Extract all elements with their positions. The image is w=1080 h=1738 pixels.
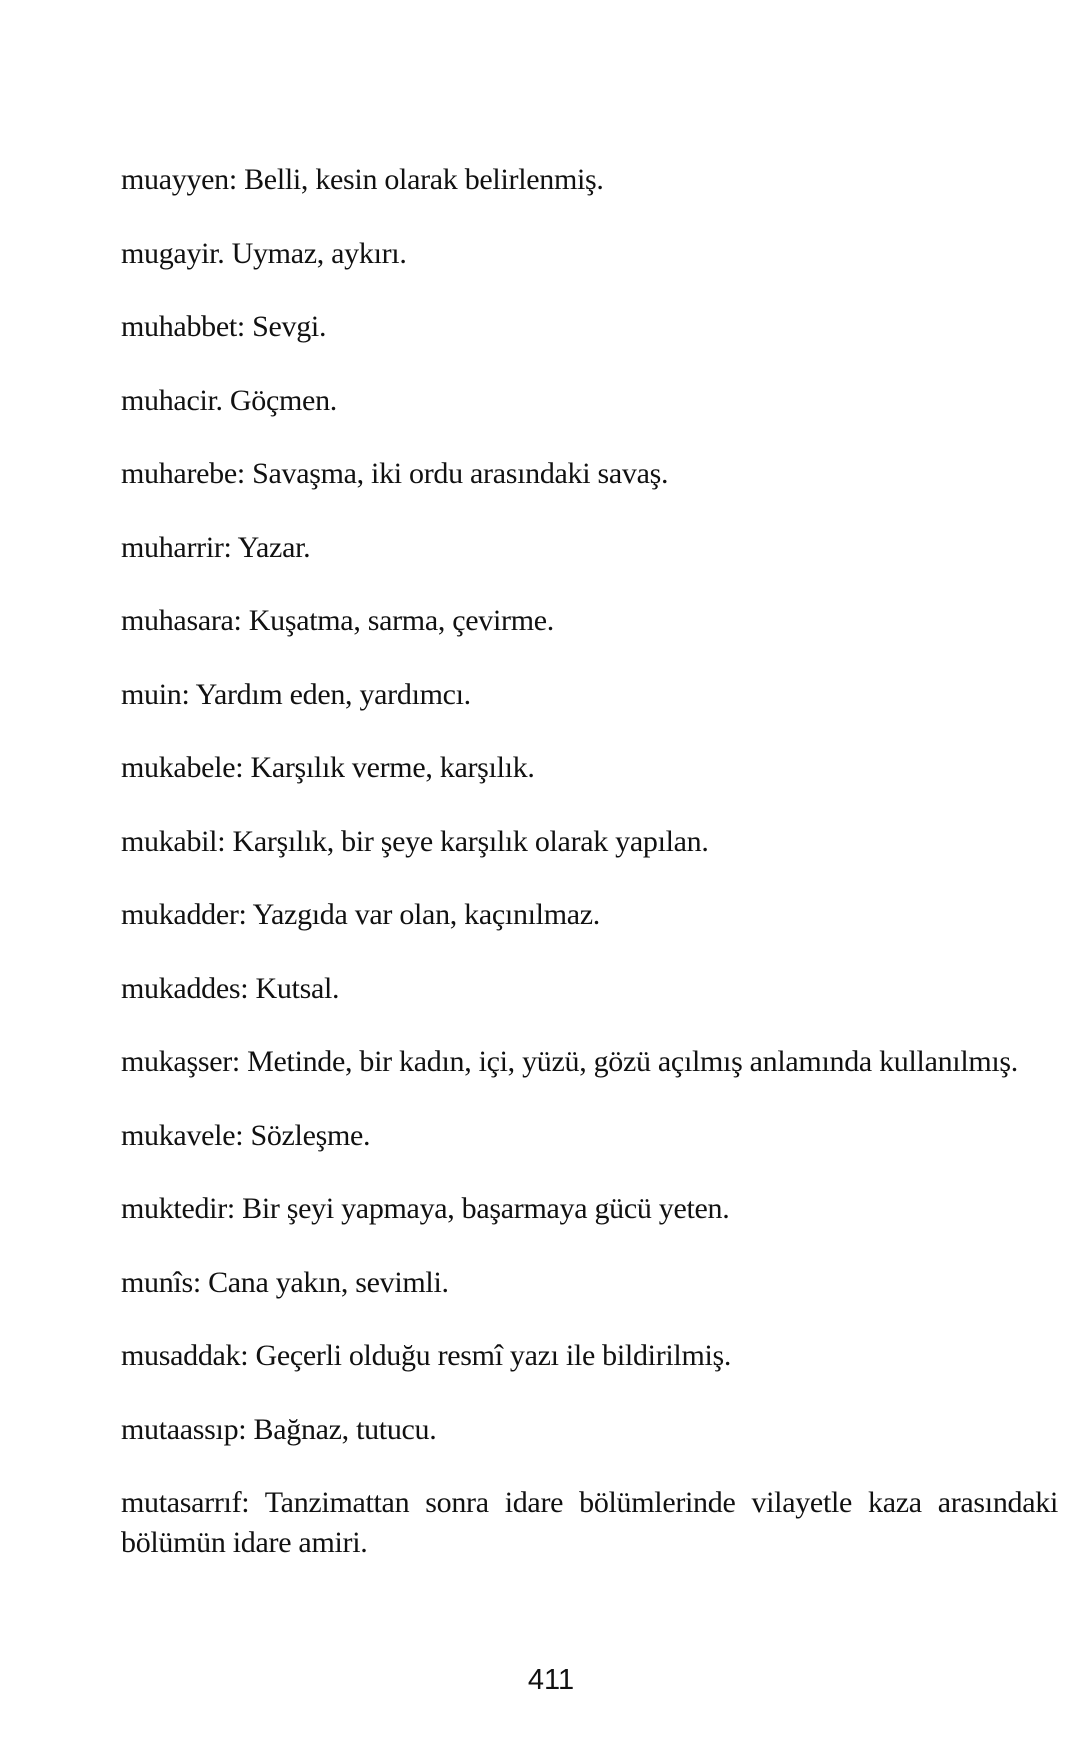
- glossary-entry: muharebe: Savaşma, iki ordu arasındaki savaş.: [121, 457, 669, 490]
- glossary-entry: mukabil: Karşılık, bir şeye karşılık olarak yapılan.: [121, 824, 709, 858]
- glossary-entry: muin: Yardım eden, yardımcı.: [121, 677, 471, 711]
- glossary-entry: mukabele: Karşılık verme, karşılık.: [121, 751, 535, 784]
- glossary-entry: musaddak: Geçerli olduğu resmî yazı ile bildirilmiş.: [121, 1339, 732, 1372]
- glossary-entry: munîs: Cana yakın, sevimli.: [121, 1265, 449, 1299]
- glossary-entry: muhacir. Göçmen.: [121, 383, 337, 417]
- glossary-entry: muktedir: Bir şeyi yapmaya, başarmaya gücü yeten.: [121, 1192, 730, 1225]
- glossary-entry: mutasarrıf: Tanzimattan sonra idare bölümlerinde vilayetle kaza arasındaki bölümün idare amiri.: [121, 1486, 1058, 1559]
- glossary-entry: mukaddes: Kutsal.: [121, 971, 340, 1005]
- glossary-entry: mukavele: Sözleşme.: [121, 1118, 371, 1152]
- glossary-entry: muhabbet: Sevgi.: [121, 310, 327, 343]
- glossary-entry: mugayir. Uymaz, aykırı.: [121, 236, 407, 270]
- page-number: 411: [527, 1664, 575, 1696]
- glossary-list: [121, 160, 1058, 1596]
- glossary-entry: mutaassıp: Bağnaz, tutucu.: [121, 1412, 437, 1446]
- glossary-entry: mukadder: Yazgıda var olan, kaçınılmaz.: [121, 898, 600, 931]
- glossary-entry: muhasara: Kuşatma, sarma, çevirme.: [121, 604, 554, 637]
- glossary-entry: muharrir: Yazar.: [121, 530, 311, 564]
- glossary-entry: mukaşser: Metinde, bir kadın, içi, yüzü, gözü açılmış anlamında kullanılmış.: [121, 1045, 1019, 1078]
- glossary-entry: muayyen: Belli, kesin olarak belirlenmiş.: [121, 163, 604, 196]
